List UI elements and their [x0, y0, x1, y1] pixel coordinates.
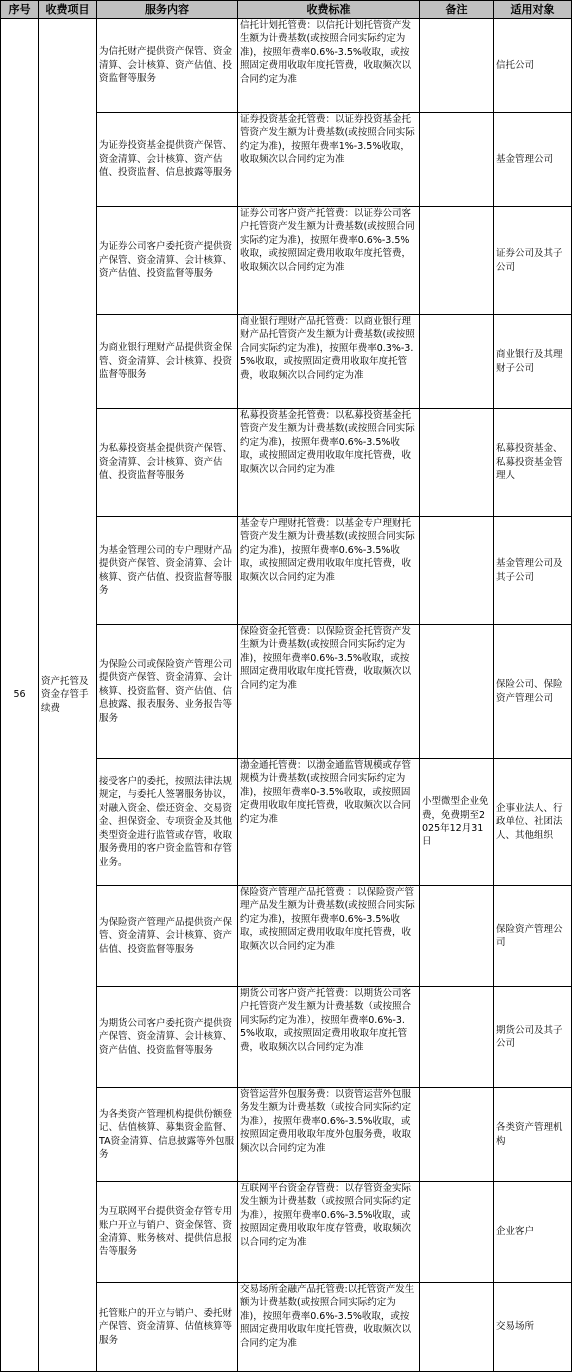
standard-cell: 资管运营外包服务费：以资管运营外包服务发生额为计费基数（或按合同实际约定为准），按照年费率0.6%-3.5%收取，或按照固定费用收取年度外包服务费，收取频次以合同约定为准 — [238, 1088, 420, 1182]
target-cell: 各类资产管理机构 — [494, 1088, 572, 1182]
note-cell — [420, 1182, 494, 1283]
standard-cell: 证券公司客户资产托管费：以证券公司客户托管资产发生额为计费基数(或按照合同实际约定为准)，按照年费率0.6%-3.5%收取，或按照固定费用收取年度托管费，收取频次以合同约定为准 — [238, 207, 420, 315]
service-cell: 为证券公司客户委托资产提供资产保管、资金清算、会计核算、资产估值、投资监督等服务 — [97, 207, 238, 315]
service-cell: 为保险公司或保险资产管理公司提供资产保管、资金清算、会计核算、投资监督、资产估值、信息披露、报表服务、业务报告等服务 — [97, 625, 238, 759]
target-cell: 期货公司及其子公司 — [494, 987, 572, 1088]
service-cell: 为各类资产管理机构提供份额登记、估值核算、募集资金监督、TA资金清算、信息披露等外包服务 — [97, 1088, 238, 1182]
service-cell: 为互联网平台提供资金存管专用账户开立与销户、资金保管、资金清算、账务核对、提供信息报告等服务 — [97, 1182, 238, 1283]
target-cell: 企业客户 — [494, 1182, 572, 1283]
standard-cell: 保险资金托管费：以保险资金托管资产发生额为计费基数(或按照合同实际约定为准)，按照年费率0.6%-3.5%收取，或按照固定费用收取年度托管费，收取频次以合同约定为准 — [238, 625, 420, 759]
seq-cell: 56 — [1, 19, 39, 1372]
target-cell: 信托公司 — [494, 19, 572, 113]
table-row — [1, 19, 572, 113]
header-standard: 收费标准 — [238, 1, 420, 19]
standard-cell: 信托计划托管费：以信托计划托管资产发生额为计费基数(或按照合同实际约定为准)，按照年费率0.6%-3.5%收取，或按照固定费用收取年度托管费，收取频次以合同约定为准 — [238, 19, 420, 113]
service-cell: 托管账户的开立与销户、委托财产保管、资金清算、估值核算等服务 — [97, 1283, 238, 1372]
target-cell: 私募投资基金、私募投资基金管理人 — [494, 409, 572, 517]
note-cell — [420, 987, 494, 1088]
standard-cell: 期货公司客户资产托管费：以期货公司客户托管资产发生额为计费基数（或按照合同实际约定为准），按照年费率0.6%-3.5%收取，或按照固定费用收取年度托管费，收取频次以合同约定为准 — [238, 987, 420, 1088]
note-cell — [420, 19, 494, 113]
target-cell: 交易场所 — [494, 1283, 572, 1372]
note-cell — [420, 113, 494, 207]
header-service: 服务内容 — [97, 1, 238, 19]
service-cell: 为信托财产提供资产保管、资金清算、会计核算、资产估值、投资监督等服务 — [97, 19, 238, 113]
target-cell: 保险公司、保险资产管理公司 — [494, 625, 572, 759]
service-cell: 接受客户的委托，按照法律法规规定，与委托人签署服务协议，对融入资金、偿还资金、交易资金、担保资金、专项资金及其他类型资金进行监管或存管，收取服务费用的客户资金监管和存管业务。 — [97, 759, 238, 886]
note-cell — [420, 207, 494, 315]
standard-cell: 基金专户理财托管费：以基金专户理财托管资产发生额为计费基数(或按照合同实际约定为准)，按照年费率0.6%-3.5%收取，或按照固定费用收取年度托管费，收取频次以合同约定为准 — [238, 517, 420, 625]
header-target: 适用对象 — [494, 1, 572, 19]
service-cell: 为保险资产管理产品提供资产保管、资金清算、会计核算、资产估值、投资监督等服务 — [97, 886, 238, 987]
service-cell: 为证券投资基金提供资产保管、资金清算、会计核算、资产估值、投资监督、信息披露等服务 — [97, 113, 238, 207]
service-cell: 为私募投资基金提供资产保管、资金清算、会计核算、资产估值、投资监督等服务 — [97, 409, 238, 517]
target-cell: 保险资产管理公司 — [494, 886, 572, 987]
note-cell — [420, 517, 494, 625]
note-cell — [420, 409, 494, 517]
note-cell — [420, 1283, 494, 1372]
standard-cell: 保险资产管理产品托管费 ：以保险资产管理产品发生额为计费基数(或按照合同实际约定为准)，按照年费率0.6%-3.5%收取，或按照固定费用收取年度托管费，收取频次以合同约定为准 — [238, 886, 420, 987]
target-cell: 企事业法人、行政单位、社团法人、其他组织 — [494, 759, 572, 886]
header-item: 收费项目 — [39, 1, 97, 19]
standard-cell: 互联网平台资金存管费：以存管资金实际发生额为计费基数（或按照合同实际约定为准），按照年费率0.6%-3.5%收取，或按照固定费用收取年度存管费，收取频次以合同约定为准 — [238, 1182, 420, 1283]
target-cell: 证券公司及其子公司 — [494, 207, 572, 315]
standard-cell: 渤金通托管费：以渤金通监管规模或存管规模为计费基数(或按照合同实际约定为准)，按照年费率0-3.5%收取，或按照固定费用收取年度托管费，收取频次以合同约定为准 — [238, 759, 420, 886]
note-cell: 小型微型企业免费，免费期至2025年12月31日 — [420, 759, 494, 886]
standard-cell: 交易场所金融产品托管费:以托管资产发生额为计费基数(或按照合同实际约定为准)，按照年费率0.6%-3.5%收取，或按照固定费用收取年度托管费，收取频次以合同约定为准 — [238, 1283, 420, 1372]
item-cell: 资产托管及资金存管手续费 — [39, 19, 97, 1372]
service-cell: 为期货公司客户委托资产提供资产保管、资金清算、会计核算、资产估值、投资监督等服务 — [97, 987, 238, 1088]
header-row — [1, 1, 572, 19]
note-cell — [420, 625, 494, 759]
target-cell: 商业银行及其理财子公司 — [494, 315, 572, 409]
service-cell: 为基金管理公司的专户理财产品提供资产保管、资金清算、会计核算、资产估值、投资监督等服务 — [97, 517, 238, 625]
standard-cell: 证券投资基金托管费：以证券投资基金托管资产发生额为计费基数(或按照合同实际约定为准)，按照年费率1%-3.5%收取，收取频次以合同约定为准 — [238, 113, 420, 207]
target-cell: 基金管理公司 — [494, 113, 572, 207]
header-note: 备注 — [420, 1, 494, 19]
standard-cell: 商业银行理财产品托管费：以商业银行理财产品托管资产发生额为计费基数(或按照合同实际约定为准)，按照年费率0.3%-3.5%收取，或按照固定费用收取年度托管费，收取频次以合同约定为准 — [238, 315, 420, 409]
note-cell — [420, 886, 494, 987]
note-cell — [420, 1088, 494, 1182]
target-cell: 基金管理公司及其子公司 — [494, 517, 572, 625]
service-cell: 为商业银行理财产品提供资金保管、资金清算、会计核算、投资监督等服务 — [97, 315, 238, 409]
note-cell — [420, 315, 494, 409]
header-seq: 序号 — [1, 1, 39, 19]
standard-cell: 私募投资基金托管费：以私募投资基金托管资产发生额为计费基数(或按照合同实际约定为准)，按照年费率0.6%-3.5%收取，或按照固定费用收取年度托管费，收取频次以合同约定为准 — [238, 409, 420, 517]
